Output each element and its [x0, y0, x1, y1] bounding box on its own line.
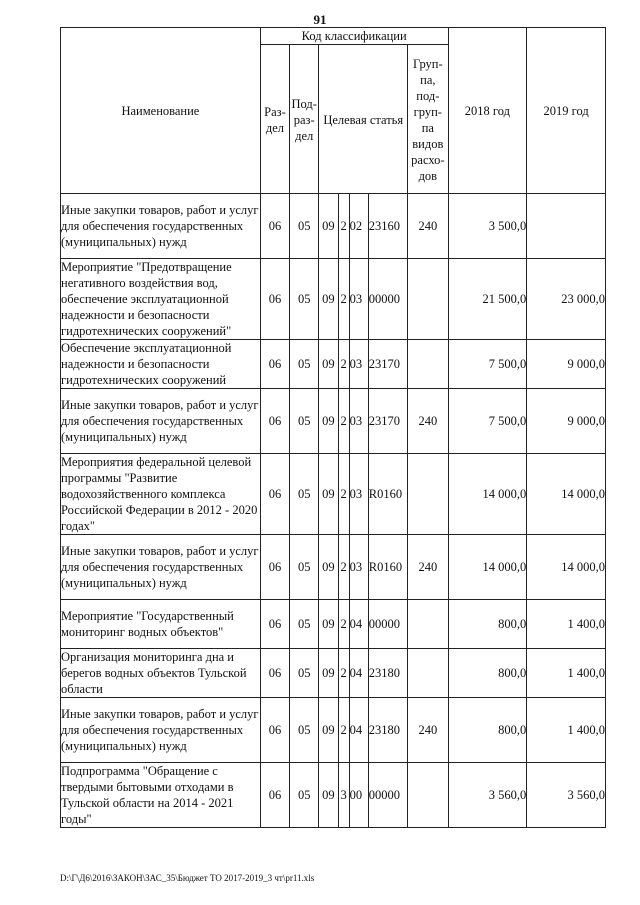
amount-2018-cell: 14 000,0 — [448, 454, 527, 535]
table-row — [61, 194, 606, 259]
amount-2018-cell: 3 560,0 — [448, 763, 527, 828]
target-event-cell: 03 — [349, 340, 368, 389]
target-subprogram-cell: 2 — [338, 698, 349, 763]
expense-group-cell: 240 — [408, 535, 448, 600]
header-subsection — [290, 45, 319, 194]
table-body — [61, 194, 606, 828]
target-subprogram-cell: 2 — [338, 259, 349, 340]
target-event-cell: 04 — [349, 600, 368, 649]
target-direction-cell: 00000 — [368, 600, 407, 649]
budget-table — [60, 27, 606, 828]
target-program-cell: 09 — [319, 389, 338, 454]
amount-2019-cell: 1 400,0 — [527, 698, 606, 763]
target-event-cell: 00 — [349, 763, 368, 828]
header-expense-group — [408, 45, 448, 194]
target-event-cell: 03 — [349, 389, 368, 454]
section-cell: 06 — [260, 763, 289, 828]
header-section — [260, 45, 289, 194]
row-name-cell: Иные закупки товаров, работ и услуг для обеспечения государственных (муниципальных) нужд — [61, 389, 261, 454]
amount-2019-cell: 9 000,0 — [527, 389, 606, 454]
section-cell: 06 — [260, 600, 289, 649]
header-row-top — [61, 28, 606, 45]
header-name: Наименование — [61, 28, 261, 194]
target-direction-cell: 23170 — [368, 389, 407, 454]
subsection-cell: 05 — [290, 454, 319, 535]
target-direction-cell: R0160 — [368, 535, 407, 600]
section-cell: 06 — [260, 340, 289, 389]
target-event-cell: 04 — [349, 649, 368, 698]
target-program-cell: 09 — [319, 698, 338, 763]
table-row — [61, 340, 606, 389]
expense-group-cell — [408, 340, 448, 389]
target-direction-cell: R0160 — [368, 454, 407, 535]
subsection-cell: 05 — [290, 763, 319, 828]
row-name-cell: Обеспечение эксплуатационной надежности и безопасности гидротехнических сооружений — [61, 340, 261, 389]
target-subprogram-cell: 2 — [338, 535, 349, 600]
target-direction-cell: 00000 — [368, 259, 407, 340]
table-row — [61, 454, 606, 535]
amount-2019-cell: 9 000,0 — [527, 340, 606, 389]
row-name-cell: Подпрограмма "Обращение с твердыми бытовыми отходами в Тульской области на 2014 - 2021 годы" — [61, 763, 261, 828]
row-name-cell: Мероприятие "Государственный мониторинг водных объектов" — [61, 600, 261, 649]
amount-2019-cell: 14 000,0 — [527, 454, 606, 535]
subsection-cell: 05 — [290, 340, 319, 389]
expense-group-cell — [408, 259, 448, 340]
target-subprogram-cell: 2 — [338, 340, 349, 389]
target-program-cell: 09 — [319, 340, 338, 389]
row-name-cell: Мероприятие "Предотвращение негативного воздействия вод, обеспечение эксплуатационной надежности и безопасности гидротехнических сооружений" — [61, 259, 261, 340]
target-event-cell: 02 — [349, 194, 368, 259]
section-cell: 06 — [260, 698, 289, 763]
subsection-cell: 05 — [290, 600, 319, 649]
header-expense-group-label: Груп- па, под- груп- па видов расхо- дов — [411, 57, 445, 183]
target-subprogram-cell: 2 — [338, 454, 349, 535]
amount-2018-cell: 3 500,0 — [448, 194, 527, 259]
subsection-cell: 05 — [290, 194, 319, 259]
target-program-cell: 09 — [319, 194, 338, 259]
row-name-cell: Мероприятия федеральной целевой программы "Развитие водохозяйственного комплекса Российской Федерации в 2012 - 2020 годах" — [61, 454, 261, 535]
row-name-cell: Иные закупки товаров, работ и услуг для обеспечения государственных (муниципальных) нужд — [61, 535, 261, 600]
subsection-cell: 05 — [290, 698, 319, 763]
subsection-cell: 05 — [290, 259, 319, 340]
amount-2018-cell: 800,0 — [448, 600, 527, 649]
section-cell: 06 — [260, 454, 289, 535]
amount-2019-cell: 14 000,0 — [527, 535, 606, 600]
section-cell: 06 — [260, 535, 289, 600]
header-section-label: Раз- дел — [264, 105, 286, 135]
section-cell: 06 — [260, 194, 289, 259]
target-subprogram-cell: 2 — [338, 194, 349, 259]
target-direction-cell: 23180 — [368, 698, 407, 763]
target-subprogram-cell: 2 — [338, 600, 349, 649]
target-program-cell: 09 — [319, 259, 338, 340]
target-subprogram-cell: 3 — [338, 763, 349, 828]
amount-2018-cell: 800,0 — [448, 698, 527, 763]
header-year-2018: 2018 год — [448, 28, 527, 194]
table-row — [61, 649, 606, 698]
subsection-cell: 05 — [290, 535, 319, 600]
section-cell: 06 — [260, 389, 289, 454]
target-direction-cell: 23160 — [368, 194, 407, 259]
table-row — [61, 389, 606, 454]
amount-2019-cell: 1 400,0 — [527, 600, 606, 649]
file-path-footer: D:\Г\Д6\2016\ЗАКОН\ЗАС_35\Бюджет ТО 2017-2019_3 чт\pr11.xls — [60, 873, 315, 883]
target-program-cell: 09 — [319, 649, 338, 698]
table-row — [61, 698, 606, 763]
expense-group-cell — [408, 763, 448, 828]
target-subprogram-cell: 2 — [338, 389, 349, 454]
target-program-cell: 09 — [319, 454, 338, 535]
section-cell: 06 — [260, 259, 289, 340]
header-year-2019: 2019 год — [527, 28, 606, 194]
target-event-cell: 03 — [349, 259, 368, 340]
target-direction-cell: 00000 — [368, 763, 407, 828]
table-row — [61, 535, 606, 600]
row-name-cell: Иные закупки товаров, работ и услуг для обеспечения государственных (муниципальных) нужд — [61, 698, 261, 763]
expense-group-cell: 240 — [408, 389, 448, 454]
table-row — [61, 600, 606, 649]
target-program-cell: 09 — [319, 535, 338, 600]
expense-group-cell: 240 — [408, 194, 448, 259]
target-program-cell: 09 — [319, 600, 338, 649]
table-row — [61, 763, 606, 828]
subsection-cell: 05 — [290, 389, 319, 454]
amount-2018-cell: 21 500,0 — [448, 259, 527, 340]
target-program-cell: 09 — [319, 763, 338, 828]
amount-2018-cell: 7 500,0 — [448, 389, 527, 454]
row-name-cell: Иные закупки товаров, работ и услуг для обеспечения государственных (муниципальных) нужд — [61, 194, 261, 259]
header-target-article — [319, 45, 408, 194]
header-target-article-label: Целевая статья — [323, 113, 404, 127]
target-subprogram-cell: 2 — [338, 649, 349, 698]
page-number: 91 — [313, 12, 327, 27]
expense-group-cell — [408, 600, 448, 649]
target-event-cell: 04 — [349, 698, 368, 763]
amount-2018-cell: 800,0 — [448, 649, 527, 698]
subsection-cell: 05 — [290, 649, 319, 698]
amount-2018-cell: 14 000,0 — [448, 535, 527, 600]
target-event-cell: 03 — [349, 535, 368, 600]
amount-2019-cell — [527, 194, 606, 259]
amount-2019-cell: 1 400,0 — [527, 649, 606, 698]
expense-group-cell — [408, 454, 448, 535]
expense-group-cell: 240 — [408, 698, 448, 763]
expense-group-cell — [408, 649, 448, 698]
section-cell: 06 — [260, 649, 289, 698]
target-direction-cell: 23180 — [368, 649, 407, 698]
target-direction-cell: 23170 — [368, 340, 407, 389]
header-subsection-label: Под- раз- дел — [291, 97, 317, 143]
amount-2019-cell: 23 000,0 — [527, 259, 606, 340]
amount-2018-cell: 7 500,0 — [448, 340, 527, 389]
target-event-cell: 03 — [349, 454, 368, 535]
table-row — [61, 259, 606, 340]
row-name-cell: Организация мониторинга дна и берегов водных объектов Тульской области — [61, 649, 261, 698]
header-classification-code: Код классификации — [260, 28, 448, 45]
amount-2019-cell: 3 560,0 — [527, 763, 606, 828]
